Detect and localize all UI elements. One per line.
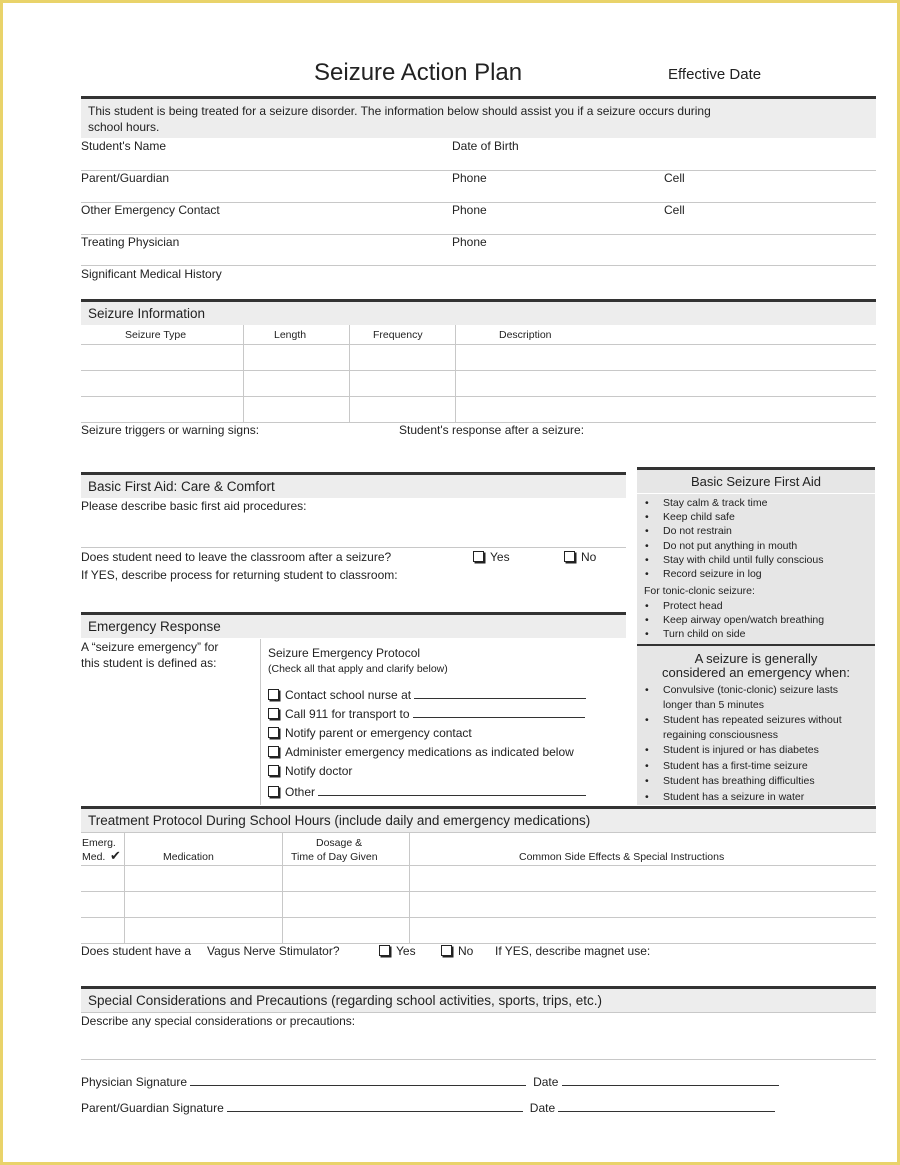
sidebar-title: Basic Seizure First Aid: [690, 474, 822, 489]
magnet-use-label: If YES, describe magnet use:: [495, 944, 651, 958]
list-item: • Do not put anything in mouth: [637, 539, 824, 553]
page-title: Seizure Action Plan: [314, 59, 523, 86]
yes-checkbox[interactable]: [473, 551, 484, 562]
emergency-list: [637, 683, 842, 804]
date-label: Date: [533, 1075, 559, 1089]
list-item: • Keep airway open/watch breathing: [637, 613, 824, 627]
vns-yes-option[interactable]: Yes: [379, 944, 416, 958]
table-row[interactable]: [81, 865, 876, 866]
table-divider: [124, 833, 125, 943]
col-medication: Medication: [163, 851, 214, 863]
other-contact-label: Other Emergency Contact: [81, 203, 220, 217]
date-label: Date: [529, 1101, 556, 1115]
option-contact-nurse[interactable]: Contact school nurse at: [268, 687, 586, 702]
medical-history-label: Significant Medical History: [81, 267, 222, 281]
yes-label: Yes: [490, 550, 510, 564]
nurse-field[interactable]: [414, 687, 586, 699]
special-describe-label: Describe any special considerations or precautions:: [81, 1014, 356, 1028]
no-checkbox[interactable]: [564, 551, 575, 562]
col-frequency: Frequency: [373, 329, 423, 341]
list-item: • Student has breathing difficulties: [637, 774, 842, 789]
first-aid-list: [637, 496, 824, 581]
list-item: • Convulsive (tonic-clonic) seizure lasts longer than 5 minutes: [637, 683, 842, 712]
table-row[interactable]: [81, 891, 876, 892]
list-item: • Stay calm & track time: [637, 496, 824, 510]
physician-signature-row: [81, 1074, 779, 1089]
table-row[interactable]: [81, 370, 876, 371]
treating-physician-label: Treating Physician: [81, 235, 180, 249]
physician-phone-label: Phone: [452, 235, 487, 249]
checkbox[interactable]: [268, 746, 279, 757]
list-item: • Student has repeated seizures without regaining consciousness: [637, 713, 842, 742]
checkbox[interactable]: [268, 765, 279, 776]
parent-signature-label: Parent/Guardian Signature: [81, 1101, 224, 1115]
option-notify-parent[interactable]: Notify parent or emergency contact: [268, 726, 472, 740]
divider: [637, 644, 875, 646]
col-side-effects: Common Side Effects & Special Instructions: [519, 851, 725, 863]
table-row[interactable]: [81, 917, 876, 918]
leave-no-option[interactable]: [564, 550, 596, 564]
intro-text-line1: This student is being treated for a seizure disorder. The information below should assist you if a seizure occurs during: [88, 104, 711, 118]
protocol-title: Seizure Emergency Protocol: [268, 646, 421, 660]
emergency-response-title: Emergency Response: [88, 619, 221, 634]
yes-checkbox[interactable]: [379, 945, 390, 956]
transport-field[interactable]: [413, 706, 585, 718]
intro-text-line2: school hours.: [88, 120, 160, 134]
other-contact-phone-label: Phone: [452, 203, 487, 217]
treatment-title: Treatment Protocol During School Hours (include daily and emergency medications): [88, 813, 591, 828]
list-item: • Keep child safe: [637, 510, 824, 524]
leave-yes-option[interactable]: [473, 550, 510, 564]
parent-phone-label: Phone: [452, 171, 487, 185]
col-emerg-line1: Emerg.: [82, 837, 116, 849]
divider: [81, 547, 626, 548]
list-item: • Turn child on side: [637, 627, 824, 641]
no-checkbox[interactable]: [441, 945, 452, 956]
emergency-title-line1: A seizure is generally: [694, 651, 818, 666]
option-other[interactable]: Other: [268, 784, 586, 799]
parent-guardian-label: Parent/Guardian: [81, 171, 170, 185]
list-item: • Record seizure in log: [637, 567, 824, 581]
table-divider: [455, 325, 456, 422]
checkbox[interactable]: [268, 786, 279, 797]
checkbox[interactable]: [268, 727, 279, 738]
effective-date-label: Effective Date: [668, 66, 762, 83]
vns-no-option[interactable]: No: [441, 944, 473, 958]
table-divider: [409, 833, 410, 943]
first-aid-title: Basic First Aid: Care & Comfort: [88, 479, 275, 494]
seizure-info-title: Seizure Information: [88, 306, 206, 321]
list-item: • Protect head: [637, 599, 824, 613]
col-description: Description: [499, 329, 552, 341]
return-process-label: If YES, describe process for returning student to classroom:: [81, 568, 398, 582]
vns-question-a: Does student have a: [81, 944, 192, 958]
physician-date-field[interactable]: [562, 1074, 779, 1086]
list-item: • Stay with child until fully conscious: [637, 553, 824, 567]
col-dosage-line1: Dosage &: [316, 837, 363, 849]
col-seizure-type: Seizure Type: [125, 329, 187, 341]
special-title: Special Considerations and Precautions (regarding school activities, sports, trips, etc.): [88, 993, 602, 1008]
col-length: Length: [274, 329, 307, 341]
table-row[interactable]: [81, 344, 876, 345]
describe-first-aid-label: Please describe basic first aid procedures:: [81, 499, 307, 513]
table-divider: [349, 325, 350, 422]
option-administer-meds[interactable]: Administer emergency medications as indicated below: [268, 745, 574, 759]
table-row[interactable]: [81, 396, 876, 397]
tonic-list: [637, 599, 824, 642]
divider: [81, 1059, 876, 1060]
students-name-label: Student's Name: [81, 139, 167, 153]
parent-signature-row: [81, 1100, 775, 1115]
list-item: • Student has a seizure in water: [637, 790, 842, 805]
checkbox[interactable]: [268, 708, 279, 719]
date-of-birth-label: Date of Birth: [452, 139, 519, 153]
divider: [81, 265, 876, 266]
checkbox[interactable]: [268, 689, 279, 700]
physician-signature-field[interactable]: [190, 1074, 526, 1086]
emergency-title-line2: considered an emergency when:: [662, 665, 850, 680]
tonic-clonic-label: For tonic-clonic seizure:: [644, 585, 755, 597]
other-contact-cell-label: Cell: [664, 203, 685, 217]
list-item: • Do not restrain: [637, 524, 824, 538]
table-divider: [282, 833, 283, 943]
divider: [81, 832, 876, 833]
protocol-note: (Check all that apply and clarify below): [268, 663, 448, 675]
triggers-label: Seizure triggers or warning signs:: [81, 423, 260, 437]
divider: [81, 1012, 876, 1013]
vns-question-b: Vagus Nerve Stimulator?: [207, 944, 340, 958]
parent-date-field[interactable]: [558, 1100, 775, 1112]
no-label: No: [581, 550, 597, 564]
physician-signature-label: Physician Signature: [81, 1075, 188, 1089]
column-divider: [260, 639, 261, 805]
parent-signature-field[interactable]: [227, 1100, 523, 1112]
emergency-defined-line1: A “seizure emergency” for: [81, 640, 219, 654]
list-item: • Student has a first-time seizure: [637, 759, 842, 774]
parent-cell-label: Cell: [664, 171, 685, 185]
option-call-911[interactable]: Call 911 for transport to: [268, 706, 585, 721]
other-field[interactable]: [318, 784, 586, 796]
option-notify-doctor[interactable]: Notify doctor: [268, 764, 352, 778]
emergency-defined-line2: this student is defined as:: [81, 656, 217, 670]
checkmark-icon: ✔: [110, 848, 121, 863]
table-divider: [243, 325, 244, 422]
leave-classroom-question: Does student need to leave the classroom after a seizure?: [81, 550, 392, 564]
col-dosage-line2: Time of Day Given: [291, 851, 378, 863]
list-item: • Student is injured or has diabetes: [637, 743, 842, 758]
response-after-label: Student's response after a seizure:: [399, 423, 585, 437]
table-row[interactable]: [81, 943, 876, 944]
col-emerg-line2: Med.: [82, 851, 106, 863]
